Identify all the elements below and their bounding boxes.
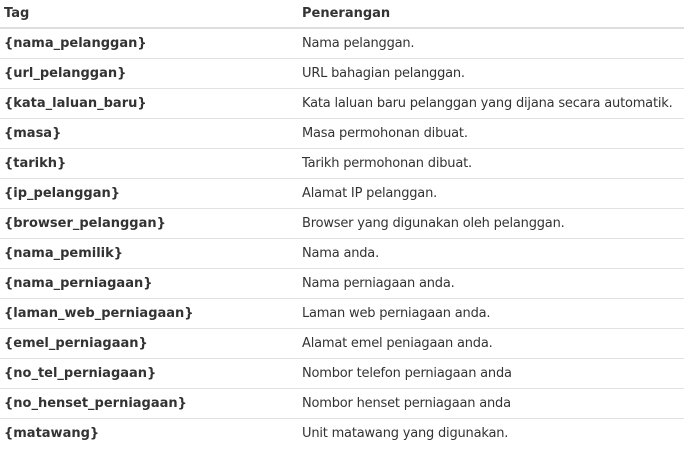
table-header	[0, 0, 684, 28]
tag-cell: {ip_pelanggan}	[0, 179, 298, 209]
description-cell: Alamat IP pelanggan.	[298, 179, 684, 209]
column-header-tag: Tag	[0, 0, 298, 28]
description-cell: Nama pelanggan.	[302, 36, 415, 51]
tag-cell: {url_pelanggan}	[0, 59, 298, 89]
table-row	[0, 59, 684, 89]
description-cell: Masa permohonan dibuat.	[298, 119, 684, 149]
tag-cell: {matawang}	[0, 419, 298, 449]
table-row	[0, 119, 684, 149]
table-row	[0, 389, 684, 419]
column-header-description: Penerangan	[298, 0, 684, 28]
table-row	[0, 299, 684, 329]
description-cell: Tarikh permohonan dibuat.	[298, 149, 684, 179]
description-cell: Nama perniagaan anda.	[298, 269, 684, 299]
tag-cell: {no_henset_perniagaan}	[0, 389, 298, 419]
tag-cell: {kata_laluan_baru}	[0, 89, 298, 119]
description-cell: Kata laluan baru pelanggan yang dijana secara automatik.	[298, 89, 684, 119]
table-row	[0, 329, 684, 359]
table-row	[0, 28, 684, 59]
description-cell: Nombor telefon perniagaan anda	[298, 359, 684, 389]
description-cell: Browser yang digunakan oleh pelanggan.	[298, 209, 684, 239]
description-cell: Nombor henset perniagaan anda	[298, 389, 684, 419]
tag-cell: {browser_pelanggan}	[0, 209, 298, 239]
tag-cell: {emel_perniagaan}	[0, 329, 298, 359]
tag-cell: {no_tel_perniagaan}	[0, 359, 298, 389]
table-row	[0, 359, 684, 389]
table-row	[0, 239, 684, 269]
tag-cell: {masa}	[0, 119, 298, 149]
tag-cell: {laman_web_perniagaan}	[0, 299, 298, 329]
table-row	[0, 209, 684, 239]
description-cell: Unit matawang yang digunakan.	[298, 419, 684, 449]
tag-cell: {nama_perniagaan}	[0, 269, 298, 299]
tag-cell: {nama_pelanggan}	[4, 36, 147, 51]
tag-cell: {tarikh}	[0, 149, 298, 179]
tag-cell: {nama_pemilik}	[0, 239, 298, 269]
header-row	[0, 0, 684, 28]
table-row	[0, 149, 684, 179]
description-cell: Nama anda.	[298, 239, 684, 269]
table-row	[0, 419, 684, 449]
table-body	[0, 28, 684, 448]
description-cell: Alamat emel peniagaan anda.	[298, 329, 684, 359]
description-cell: URL bahagian pelanggan.	[298, 59, 684, 89]
description-cell: Laman web perniagaan anda.	[298, 299, 684, 329]
table-row	[0, 269, 684, 299]
table-row	[0, 179, 684, 209]
table-row	[0, 89, 684, 119]
